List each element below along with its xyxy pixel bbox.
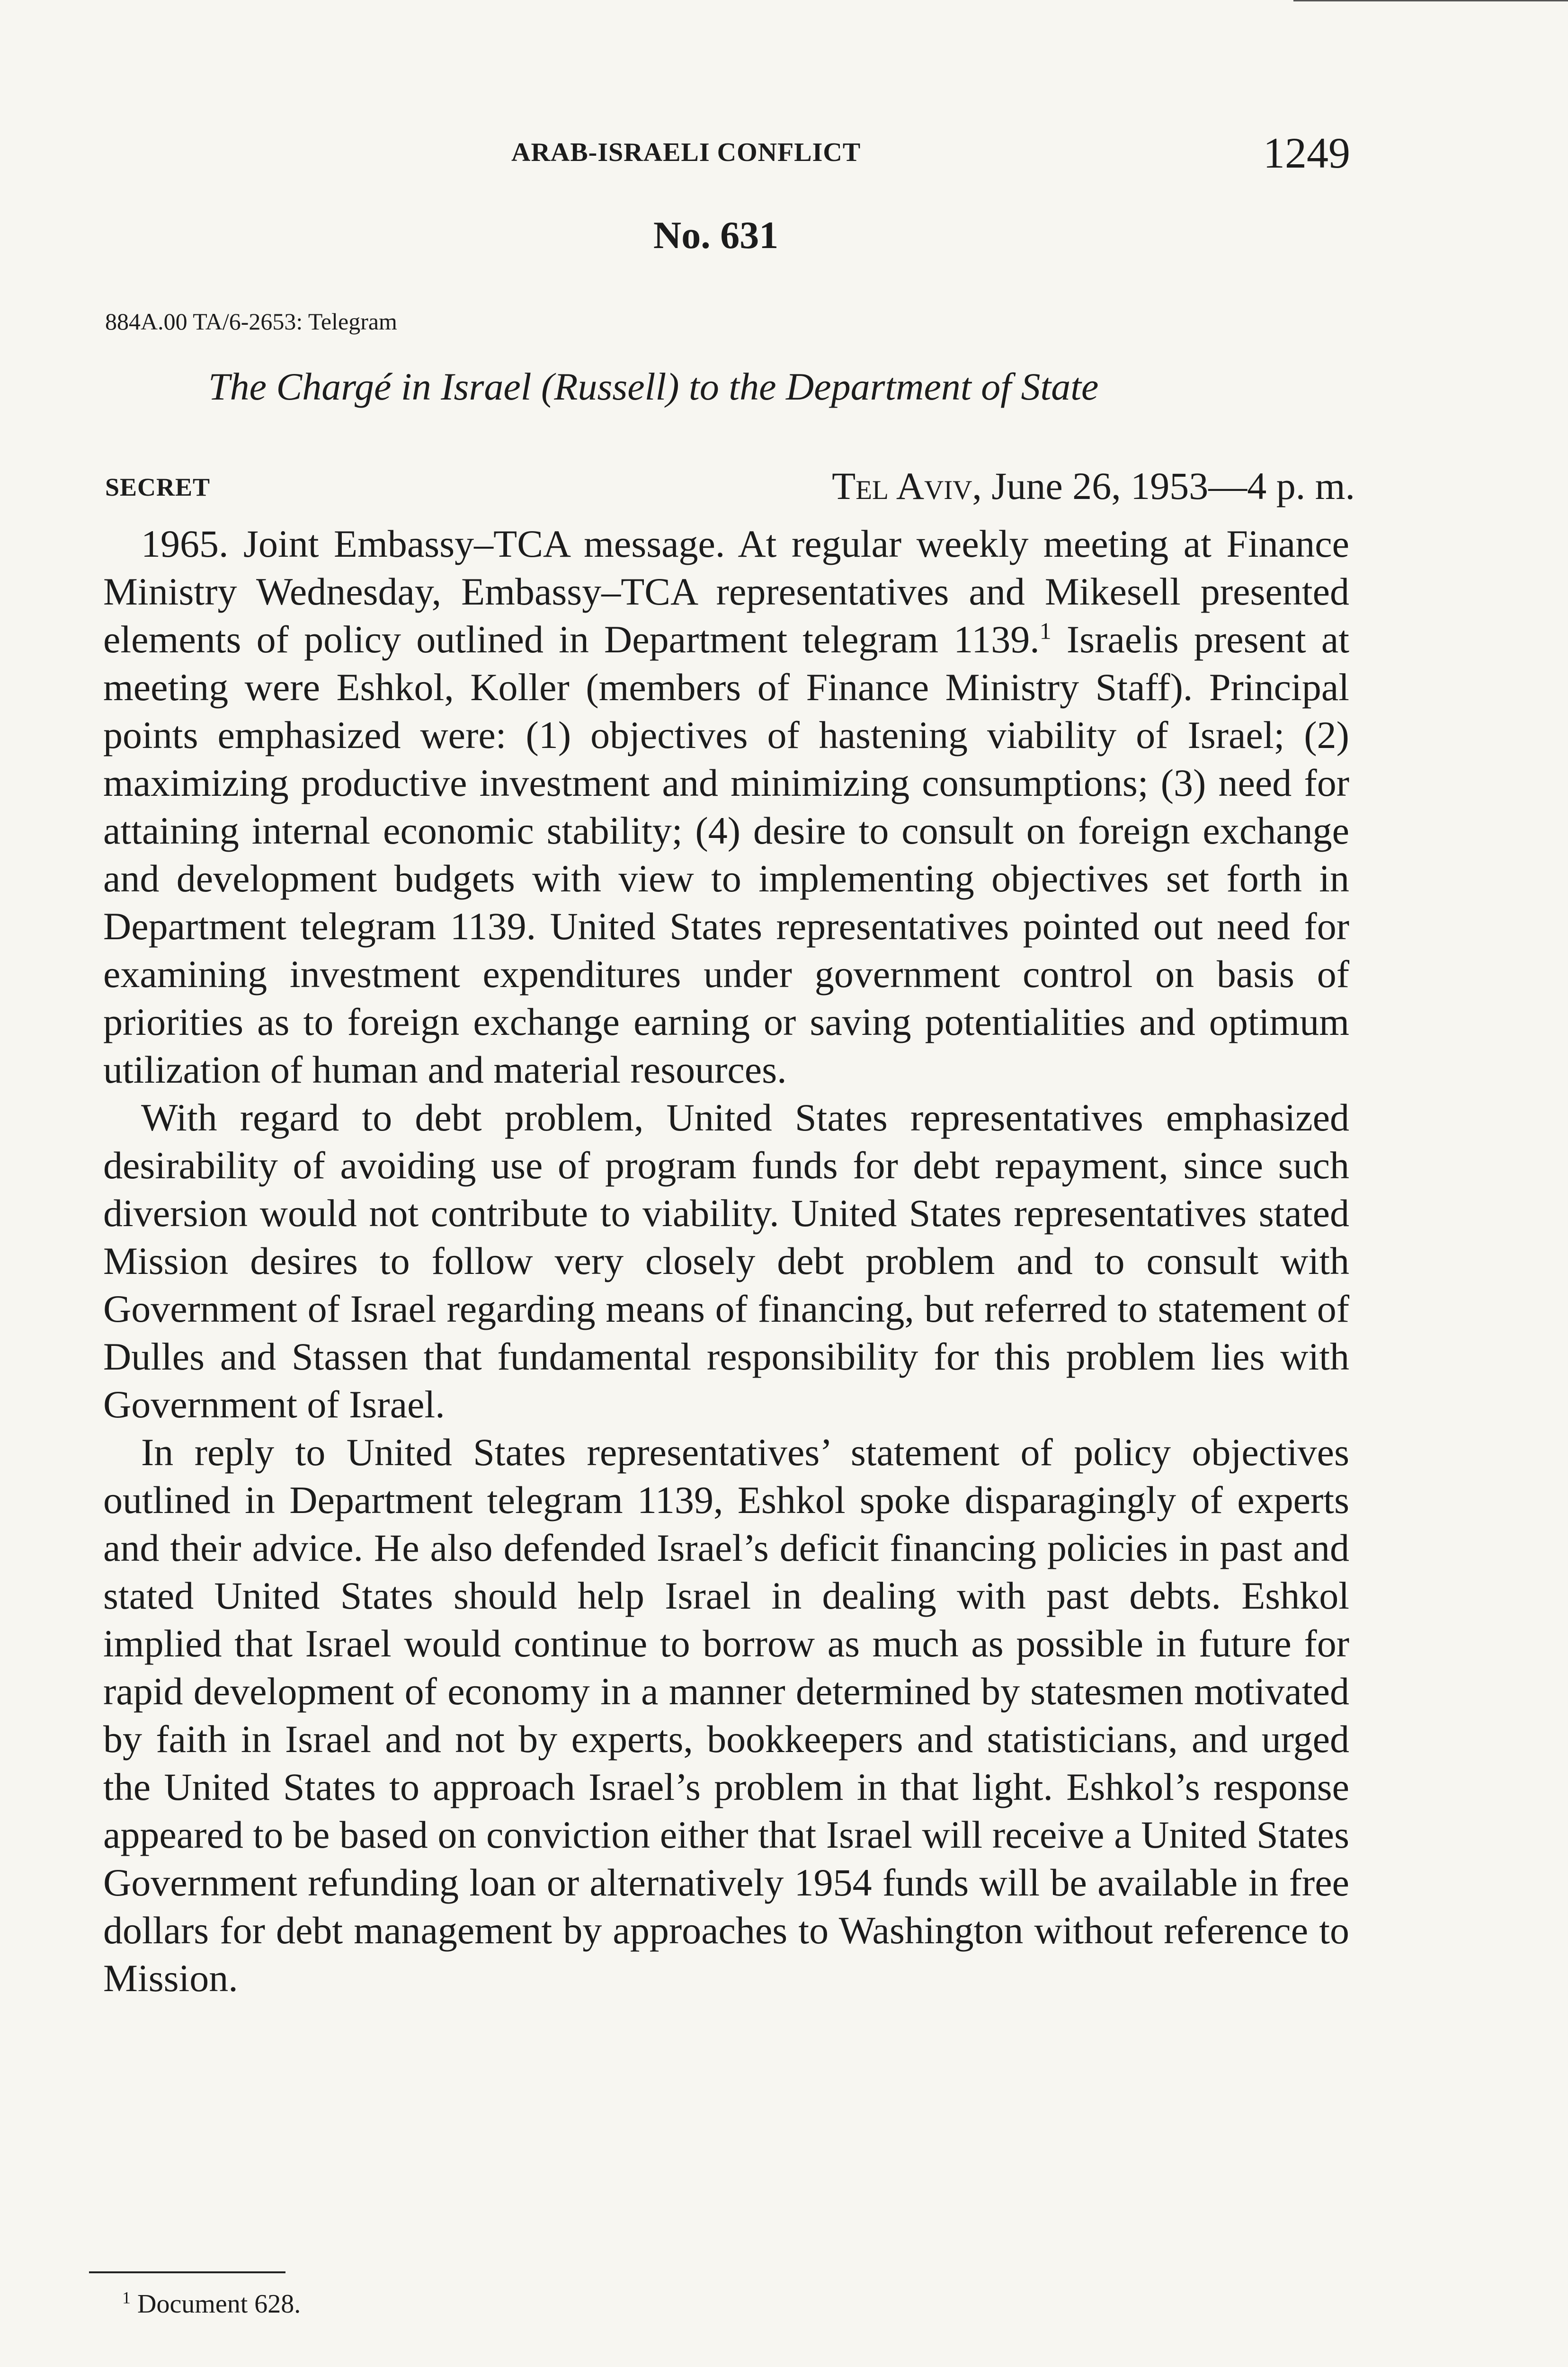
running-head: ARAB-ISRAELI CONFLICT <box>511 138 861 167</box>
dateline-date: June 26, 1953—4 p. m. <box>981 464 1355 507</box>
footnote-divider <box>89 2271 285 2273</box>
paragraph-1-text-a: 1965. Joint Embassy–TCA message. At regular weekly meeting at Finance Ministry Wednesday, Embassy–TCA representatives and Mikesell presented elements of policy outlined in Department telegram 1139. <box>103 522 1349 661</box>
page-number: 1249 <box>1263 129 1350 177</box>
paragraph-1-text-b: Israelis present at meeting were Eshkol, Koller (members of Finance Ministry Staff). Principal points emphasized were: (1) objectives of hastening viability of Israel; (2) maximizing productive investment and minimizing consumptions; (3) need for attaining internal economic stability; (4) desire to consult on foreign exchange and development budgets with view to implementing objectives set forth in Department telegram 1139. United States representatives pointed out need for examining investment expenditures under government control on basis of priorities as to foreign exchange earning or saving potentialities and optimum utilization of human and material resources. <box>103 618 1350 1091</box>
paragraph-3: In reply to United States representatives’ statement of policy objectives outlined in Department telegram 1139, Eshkol spoke disparagingly of experts and their advice. He also defended Israel’s deficit financing policies in past and stated United States should help Israel in dealing with past debts. Eshkol implied that Israel would continue to borrow as much as possible in future for rapid development of economy in a manner determined by statesmen motivated by faith in Israel and not by experts, bookkeepers and statisticians, and urged the United States to approach Israel’s problem in that light. Eshkol’s response appeared to be based on conviction either that Israel will receive a United States Government refunding loan or alternatively 1954 funds will be available in free dollars for debt management by approaches to Washington without reference to Mission. <box>103 1431 1349 2000</box>
document-title: The Chargé in Israel (Russell) to the Department of State <box>208 365 1099 408</box>
paragraph-2: With regard to debt problem, United States representatives emphasized desirability of avoiding use of program funds for debt repayment, since such diversion would not contribute to viability. United States representatives stated Mission desires to follow very closely debt problem and to consult with Government of Israel regarding means of financing, but referred to statement of Dulles and Stassen that fundamental responsibility for this problem lies with Government of Israel. <box>103 1096 1349 1426</box>
paragraph-1 <box>103 520 1349 1094</box>
dateline-place: Tel Aviv, <box>832 464 982 507</box>
page-edge-line <box>1293 0 1568 1</box>
telegram-body <box>103 520 1349 2002</box>
footnote-text: Document 628. <box>131 2289 301 2319</box>
file-reference: 884A.00 TA/6-2653: Telegram <box>105 308 397 335</box>
dateline <box>832 464 1355 508</box>
footnote-1 <box>122 2289 301 2319</box>
document-number: No. 631 <box>653 214 779 257</box>
footnote-marker: 1 <box>122 2288 131 2307</box>
footnote-reference-1: 1 <box>1039 617 1051 644</box>
classification-marking: SECRET <box>105 473 211 501</box>
